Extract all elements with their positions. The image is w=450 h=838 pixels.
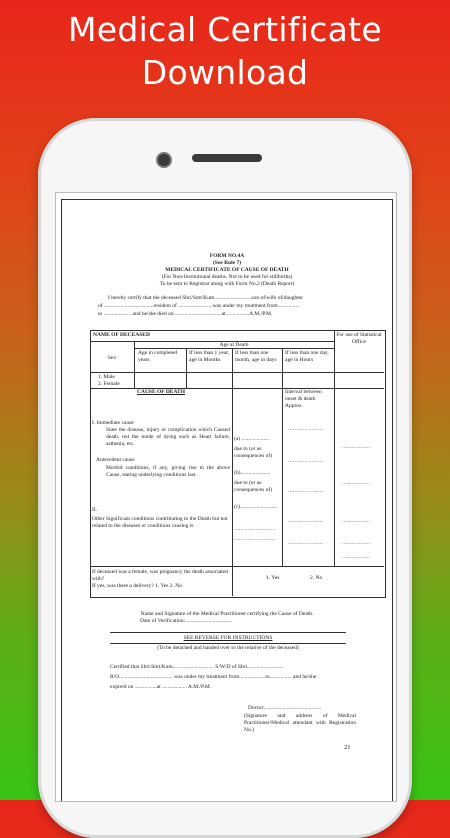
interval-label: Interval between onset & death Approx: [285, 389, 322, 409]
age-hours-label: If less than one day, age in Hours: [285, 350, 329, 363]
doctor-line: Doctor:.........................................: [248, 705, 322, 711]
form-number: FORM NO.4A: [209, 253, 245, 259]
speaker-grille: [192, 154, 262, 162]
cause-b-field: (b)......................: [234, 470, 271, 476]
headline-line-1: Medical Certificate: [67, 10, 383, 49]
form-title: MEDICAL CERTIFICATE OF CAUSE OF DEATH: [165, 267, 289, 273]
age-months-label: If less than 1 year, age in Months: [189, 350, 230, 363]
phone-screen: [55, 192, 397, 802]
certificate-document: FORM NO.4A (See Rule 7) MEDICAL CERTIFICATE OF CAUSE OF DEATH (For Non-Institutional deaths. Not to be used for stillbirths) To be sent to Registrar along with Form No.2 (Death Report) I hereby certify that the deceased Shri/Smt/Kum...........................son of/wife of/daughter of ....................................resident of .........................was under my treatment from ............... to .................... and he/she died on ..................................at.................A.M./P.M. NAME OF DECEASED For use of Statistical Office Age at Death Sex Age in completed years If less than 1 year, age in Months If less than one month, age in days If less than one day, age in Hours 1. Male 2. Female CAUSE OF DEATH Interval between onset & death Approx I. Immediate cause State the disease, injury or complication which Caused death, not the mode of dying such as Heart failure, asthenia, etc. Antecedent cause Morbid conditions, if any, giving rise to the above Cause, stating underlying conditions last II. Other Significant conditions contributing to the Death but not related to the diseases or conditions causing it. (a) .................... due to (or as consequences of) (b)...................... due to (or as consequences of) (c)........................... ......................... ......................... ..................... ..................... ..................... ..................... ..................... ................. ................. ................. ................. ................. If deceased was a female, was pregnancy the death associated with? If yes, was there a delivery? 1. Yes 2. No 1. Yes 2. No Name and Signature of the Medical Practitioner certifying the Cause of Death. Date of Verification:.................................. SEE REVERSE FOR INSTRUCTIONS (To be detached and handed over to the relative of the deceased) Certified that Shri/Smt/Kum.............................. S/W/D of Shri.......................... R/O....................................... was under my treatment from...................to................ and he/she expired on ................at .................. A.M./P.M. Doctor:......................................... (Signature and address of Medical Practitioner/Medical attendant with Registration No.) 21: [61, 199, 393, 802]
cause-of-death-label: CAUSE OF DEATH: [137, 389, 185, 395]
other-conditions-desc: Other Significant conditions contributing to the Death but not related to the diseases or conditions causing it.: [92, 516, 228, 529]
headline-line-2: Download: [141, 53, 309, 92]
age-days-label: If less than one month, age in days: [235, 350, 277, 363]
form-rule: (See Rule 7): [212, 260, 242, 266]
certified-line-1: Certified that Shri/Smt/Kum.............................. S/W/D of Shri..........................: [110, 664, 283, 670]
due-to-a: due to (or as consequences of): [234, 446, 273, 459]
female-question: If deceased was a female, was pregnancy the death associated with?: [92, 569, 228, 582]
age-completed-label: Age in completed years: [138, 350, 178, 363]
due-to-b: due to (or as consequences of): [234, 480, 273, 493]
certify-line-1: I hereby certify that the deceased Shri/Smt/Kum...........................son of/wife of/daughter: [108, 295, 304, 301]
see-reverse-label: SEE REVERSE FOR INSTRUCTIONS: [183, 635, 273, 641]
doctor-signature-note: (Signature and address of Medical Practitioner/Medical attendant with Registration No.): [244, 713, 356, 733]
immediate-cause-label: I. Immediate cause: [92, 420, 134, 426]
sex-label: Sex: [107, 355, 117, 361]
detached-note: (To be detached and handed over to the relative of the deceased): [157, 645, 299, 651]
certify-line-3: to .................... and he/she died on ..................................at.................A.M./P.M.: [98, 311, 273, 317]
form-subtitle-2: To be sent to Registrar along with Form No.2 (Death Report): [159, 281, 295, 287]
cause-c-field: (c)...........................: [234, 504, 278, 510]
sex-option-male: 1. Male: [98, 374, 115, 380]
cause-a-field: (a) ....................: [234, 436, 269, 442]
age-at-death-label: Age at Death: [219, 342, 249, 348]
antecedent-cause-desc: Morbid conditions, if any, giving rise to the above Cause, stating underlying conditions last: [106, 465, 230, 478]
part-two-label: II.: [92, 507, 98, 513]
certified-line-2: R/O....................................... was under my treatment from...................to................ and he/she: [110, 674, 317, 680]
pregnancy-no: 2. No: [310, 575, 323, 581]
sex-option-female: 2. Female: [98, 381, 120, 387]
signature-line: Name and Signature of the Medical Practitioner certifying the Cause of Death.: [140, 611, 314, 617]
page-number: 21: [344, 744, 351, 751]
name-of-deceased-label: NAME OF DECEASED: [93, 332, 150, 338]
verification-date: Date of Verification:..................................: [140, 618, 232, 624]
certify-line-2: of ....................................resident of .........................was under my treatment from ...............: [98, 303, 300, 309]
headline: [0, 8, 450, 94]
delivery-question: If yes, was there a delivery? 1. Yes 2. No: [92, 583, 182, 589]
certified-line-3: expired on ................at .................. A.M./P.M.: [110, 684, 212, 690]
immediate-cause-desc: State the disease, injury or complication which Caused death, not the mode of dying such as Heart failure, asthenia, etc.: [106, 427, 230, 447]
camera-icon: [156, 152, 172, 168]
pregnancy-yes: 1. Yes: [266, 575, 280, 581]
form-subtitle-1: (For Non-Institutional deaths. Not to be used for stillbirths): [161, 274, 293, 280]
antecedent-cause-label: Antecedent cause: [96, 457, 135, 463]
statistical-office-label: For use of Statistical Office: [336, 332, 382, 345]
